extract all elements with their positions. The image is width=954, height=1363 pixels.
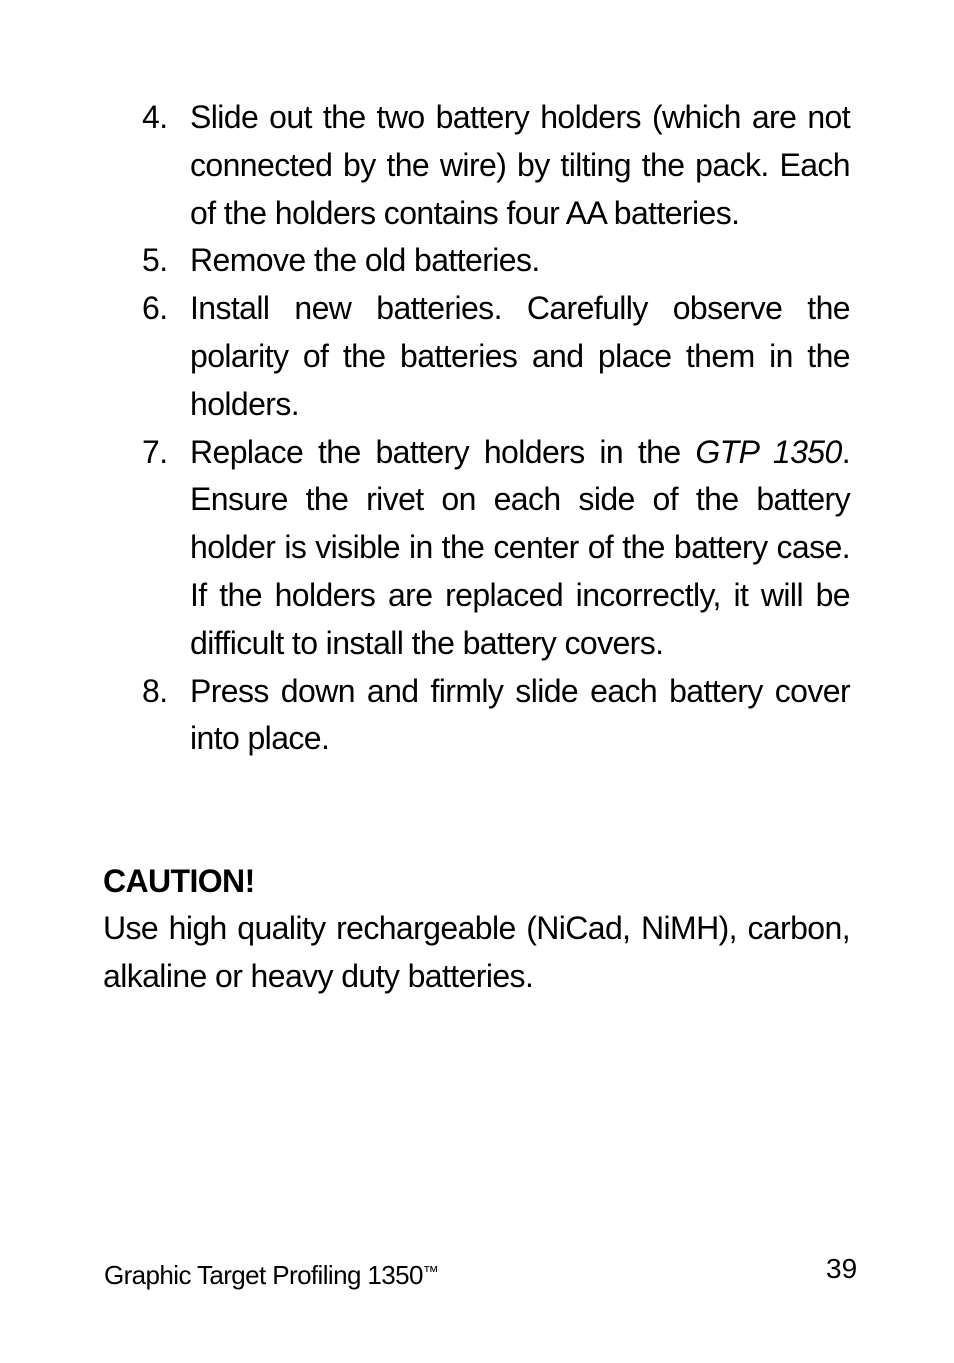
footer-product-title [104, 1255, 438, 1293]
trademark-symbol: ™ [422, 1264, 439, 1281]
step-text [190, 434, 850, 661]
step-item [142, 237, 850, 285]
step-text: Install new batteries. Carefully observe the polarity of the batteries and place them in the holders. [190, 290, 850, 422]
step-text-before: Replace the battery holders in the [190, 433, 696, 470]
step-number: 4. [142, 99, 168, 135]
battery-steps-list [142, 94, 850, 763]
caution-heading: CAUTION! [103, 863, 255, 899]
step-number: 8. [142, 672, 168, 709]
step-text: Remove the old batteries. [190, 242, 540, 279]
step-number: 7. [142, 433, 168, 470]
step-item [142, 94, 850, 237]
step-number: 6. [142, 290, 168, 327]
footer-title-text: Graphic Target Profiling 1350 [104, 1260, 423, 1290]
step-item [142, 429, 850, 668]
step-text-after: . Ensure the rivet on each side of the battery holder is visible in the center of the battery case. If the holders are replaced incorrectly, it will be difficult to install the battery covers. [190, 433, 850, 661]
caution-text: Use high quality rechargeable (NiCad, NiMH), carbon, alkaline or heavy duty batteries. [103, 910, 850, 994]
step-text: Slide out the two battery holders (which are not connected by the wire) by tilting the pack. Each of the holders contains four AA batteries. [190, 99, 850, 231]
step-text: Press down and firmly slide each battery cover into place. [190, 672, 850, 757]
step-item [142, 285, 850, 428]
step-item [142, 668, 850, 764]
product-name: GTP 1350 [695, 433, 842, 470]
step-number: 5. [142, 242, 168, 279]
page-number: 39 [826, 1253, 858, 1284]
